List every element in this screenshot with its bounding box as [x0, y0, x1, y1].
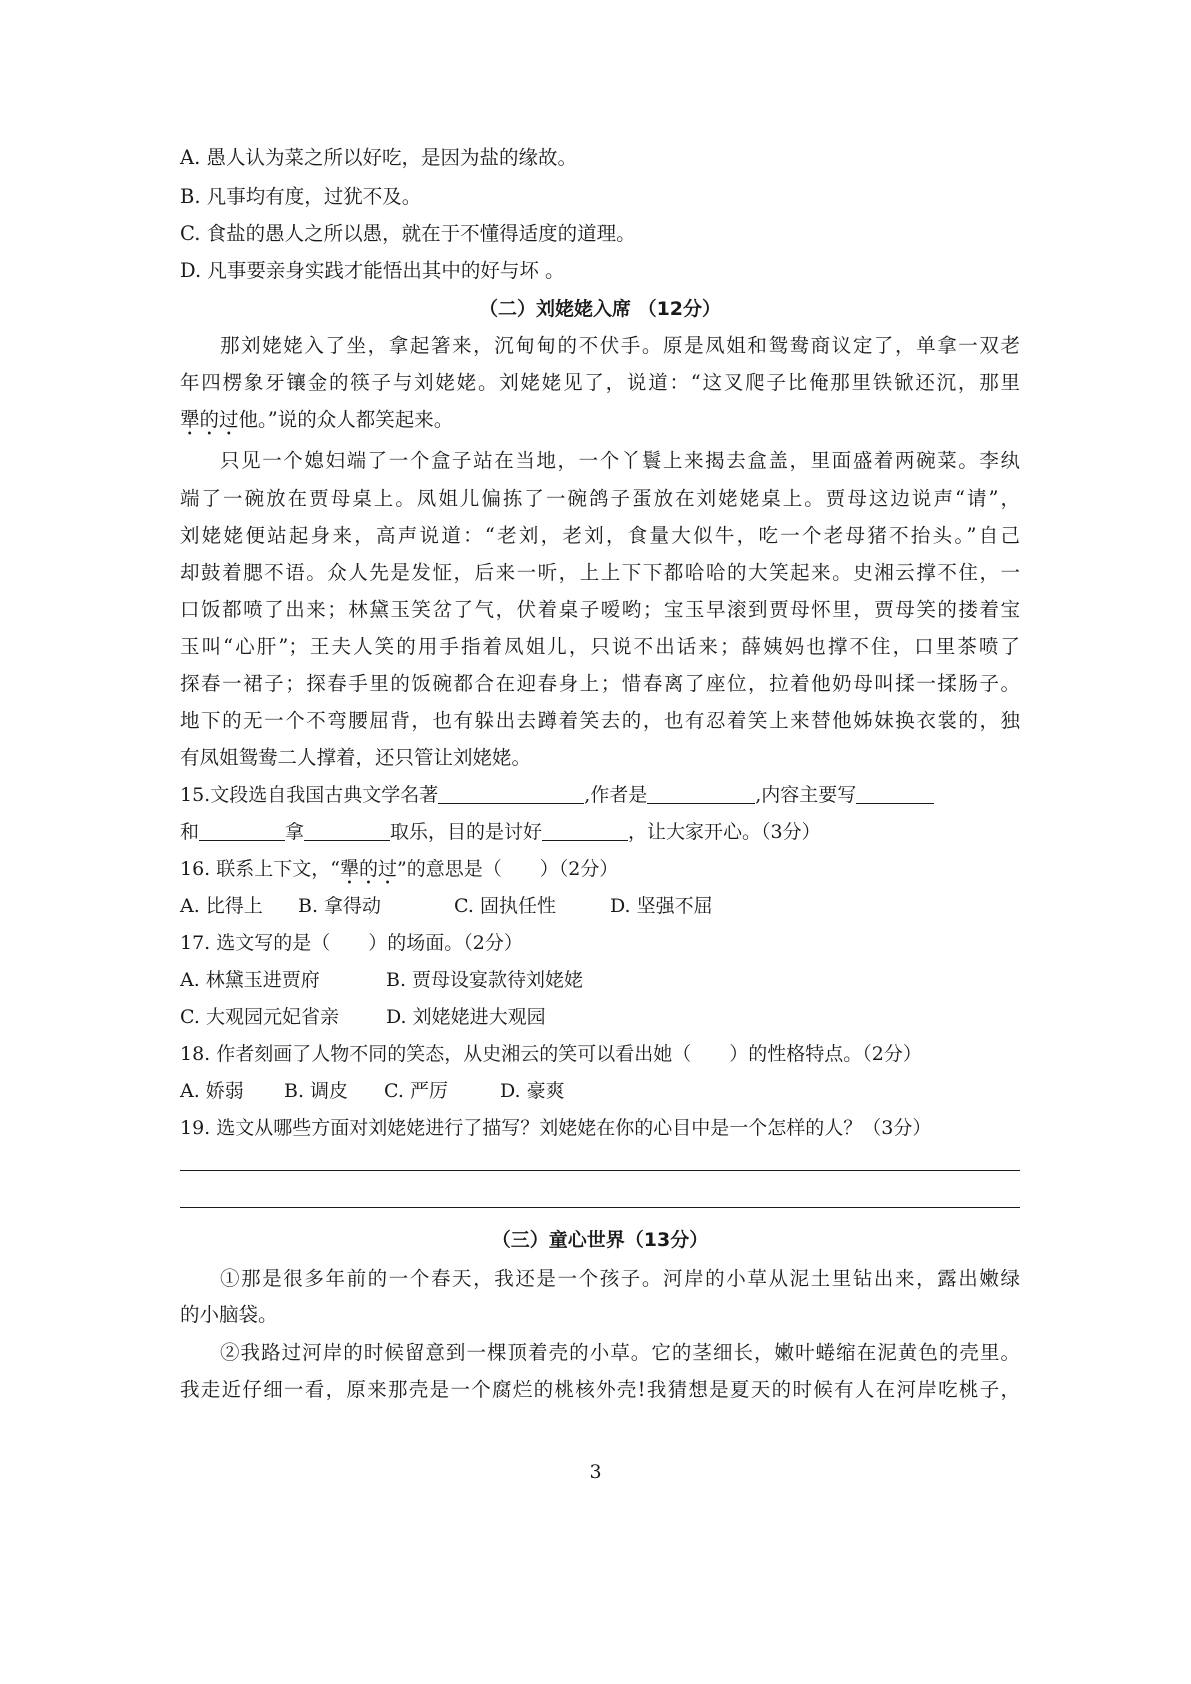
s2-p2-line3: 刘姥姥便站起身来，高声说道：“老刘，老刘，食量大似牛，吃一个老母猪不抬头。”自己 [180, 524, 1020, 547]
s3-p2-line2: 我走近仔细一看，原来那壳是一个腐烂的桃核外壳!我猜想是夏天的时候有人在河岸吃桃子， [180, 1378, 1020, 1401]
q18-stem: 18. 作者刻画了人物不同的笑态，从史湘云的笑可以看出她（ ）的性格特点。（2分） [180, 1043, 922, 1065]
q14-option-d: D. 凡事要亲身实践才能悟出其中的好与坏 。 [180, 259, 565, 282]
q17-stem: 17. 选文写的是（ ）的场面。（2分） [180, 932, 523, 954]
q18-option-b[interactable]: B. 调皮 [284, 1080, 349, 1102]
emphasis-char: 的 [199, 408, 220, 431]
q17-option-c[interactable]: C. 大观园元妃省亲 [180, 1006, 339, 1028]
q18-option-c[interactable]: C. 严厉 [384, 1080, 448, 1102]
q15-line1 [180, 775, 1020, 815]
s2-p2-line4: 却鼓着腮不语。众人先是发怔，后来一听，上上下下都哈哈的大笑起来。史湘云撑不住，一 [180, 561, 1020, 584]
emphasis-char: 的 [359, 858, 379, 880]
q18-options [180, 1071, 1020, 1111]
emphasis-char: 过 [378, 858, 398, 880]
emphasis-char: 犟 [180, 408, 200, 431]
q16-dotted-word [340, 858, 397, 880]
q14-option-a: A. 愚人认为菜之所以好吃，是因为盐的缘故。 [180, 146, 577, 169]
q16-option-c[interactable]: C. 固执任性 [454, 895, 556, 917]
q15-blank-person3[interactable] [542, 818, 628, 841]
q16-options [180, 886, 1020, 926]
s2-p1-line3-rest: 他。”说的众人都笑起来。 [238, 408, 454, 431]
q15-text-a: 15.文段选自我国古典文学名著 [180, 784, 439, 806]
q17-options-row2 [180, 997, 1020, 1037]
s3-p2-line1: ②我路过河岸的时候留意到一棵顶着壳的小草。它的茎细长，嫩叶蜷缩在泥黄色的壳里。 [220, 1341, 1020, 1364]
q19-answer-line-1[interactable] [180, 1170, 1020, 1171]
s2-p2-line1: 只见一个媳妇端了一个盒子站在当地，一个丫鬟上来揭去盒盖，里面盛着两碗菜。李纨 [220, 449, 1020, 472]
q14-option-b: B. 凡事均有度，过犹不及。 [180, 185, 422, 208]
dotted-word [180, 408, 239, 431]
q15-text-f: 取乐，目的是讨好 [390, 821, 543, 843]
q16-option-d[interactable]: D. 坚强不屈 [610, 895, 713, 917]
q15-text-d: 和 [180, 821, 200, 843]
q16-stem-pre: 16. 联系上下文，“ [180, 858, 340, 880]
s2-p1-line1: 那刘姥姥入了坐，拿起箸来，沉甸甸的不伏手。原是凤姐和鸳鸯商议定了，单拿一双老 [220, 334, 1020, 357]
q19-answer-line-2[interactable] [180, 1207, 1020, 1208]
q18-option-d[interactable]: D. 豪爽 [500, 1080, 565, 1102]
s3-p1-line2: 的小脑袋。 [180, 1303, 278, 1326]
q15-blank-person1[interactable] [199, 818, 285, 841]
q16-stem [180, 849, 1020, 889]
s2-p1-line3 [180, 400, 1020, 440]
q15-line2 [180, 812, 1020, 852]
section2-title: （二）刘姥姥入席 （12分） [478, 298, 722, 320]
q15-text-b: ,作者是 [584, 784, 648, 806]
emphasis-char: 过 [219, 408, 239, 431]
q15-blank-author[interactable] [647, 781, 755, 804]
q17-options-row1 [180, 960, 1020, 1000]
q17-option-a[interactable]: A. 林黛玉进贾府 [180, 969, 320, 991]
s2-p2-line7: 探春一裙子；探春手里的饭碗都合在迎春身上；惜春离了座位，拉着他奶母叫揉一揉肠子。 [180, 672, 1020, 695]
q18-option-a[interactable]: A. 娇弱 [180, 1080, 244, 1102]
emphasis-char: 犟 [339, 858, 359, 880]
q15-text-c: ,内容主要写 [755, 784, 857, 806]
q15-blank-work[interactable] [438, 781, 584, 804]
section3-title: （三）童心世界（13分） [491, 1229, 709, 1251]
q15-blank-person2[interactable] [304, 818, 390, 841]
q16-stem-post: ”的意思是（ ）（2分） [397, 858, 619, 880]
q16-option-a[interactable]: A. 比得上 [180, 895, 263, 917]
s3-p1-line1: ①那是很多年前的一个春天，我还是一个孩子。河岸的小草从泥土里钻出来，露出嫩绿 [220, 1267, 1020, 1290]
q15-text-e: 拿 [285, 821, 305, 843]
page-number: 3 [589, 1461, 602, 1483]
s2-p1-line2: 年四楞象牙镶金的筷子与刘姥姥。刘姥姥见了，说道：“这叉爬子比俺那里铁锨还沉，那里 [180, 371, 1020, 394]
s2-p2-line9: 有凤姐鸳鸯二人撑着，还只管让刘姥姥。 [180, 746, 532, 769]
s2-p2-line6: 玉叫“心肝”；王夫人笑的用手指着凤姐儿，只说不出话来；薛姨妈也撑不住，口里茶喷了 [180, 635, 1020, 658]
s2-p2-line8: 地下的无一个不弯腰屈背，也有躲出去蹲着笑去的，也有忍着笑上来替他姊妹换衣裳的，独 [180, 709, 1020, 732]
q14-option-c: C. 食盐的愚人之所以愚，就在于不懂得适度的道理。 [180, 222, 636, 245]
q17-option-d[interactable]: D. 刘姥姥进大观园 [386, 1006, 546, 1028]
q16-option-b[interactable]: B. 拿得动 [298, 895, 382, 917]
s2-p2-line2: 端了一碗放在贾母桌上。凤姐儿偏拣了一碗鸽子蛋放在刘姥姥桌上。贾母这边说声“请”， [180, 487, 1020, 510]
q17-option-b[interactable]: B. 贾母设宴款待刘姥姥 [386, 969, 584, 991]
q19-stem: 19. 选文从哪些方面对刘姥姥进行了描写？刘姥姥在你的心目中是一个怎样的人？（3分） [180, 1117, 932, 1139]
q15-text-g: ，让大家开心。（3分） [628, 821, 821, 843]
q15-blank-content[interactable] [856, 781, 934, 804]
s2-p2-line5: 口饭都喷了出来；林黛玉笑岔了气，伏着桌子嗳哟；宝玉早滚到贾母怀里，贾母笑的搂着宝 [180, 598, 1020, 621]
